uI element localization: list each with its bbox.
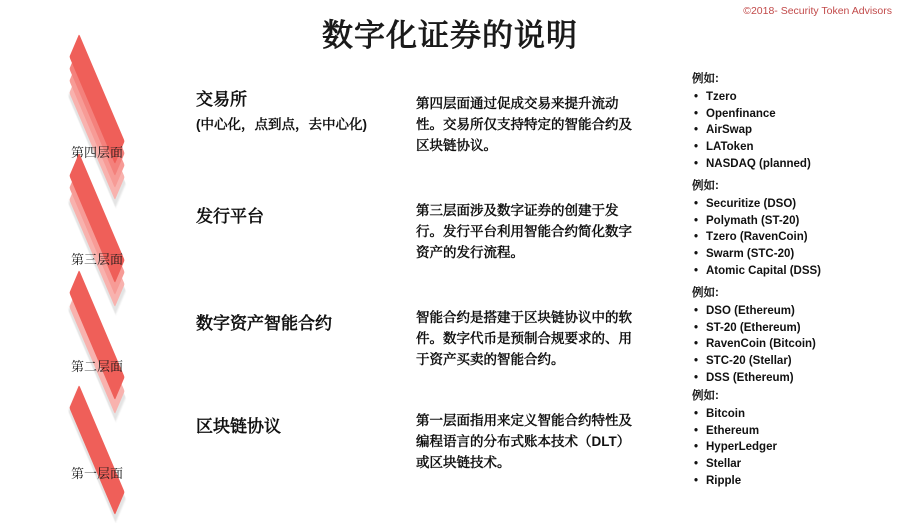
examples-heading: 例如: (692, 287, 719, 299)
list-item: • Openfinance (692, 106, 892, 123)
list-item: • Stellar (692, 456, 892, 473)
list-item: • DSS (Ethereum) (692, 370, 892, 387)
layer-title (196, 415, 411, 442)
examples-block (692, 387, 892, 489)
examples-heading: 例如: (692, 73, 719, 85)
layer-subtitle: (中心化，点到点，去中心化) (196, 116, 367, 132)
list-item: • HyperLedger (692, 439, 892, 456)
examples-list (692, 406, 892, 489)
layer-title (196, 205, 411, 232)
stack-label: 第四层面 (70, 145, 123, 160)
layer-description: 智能合约是搭建于区块链协议中的软件。数字代币是预制合规要求的、用于资产买卖的智能合约。 (416, 310, 632, 367)
layer-title-text: 交易所 (196, 90, 247, 109)
list-item: • Ripple (692, 473, 892, 490)
list-item: • AirSwap (692, 122, 892, 139)
stack-label: 第二层面 (70, 359, 123, 374)
examples-heading: 例如: (692, 180, 719, 192)
list-item: • Tzero (RavenCoin) (692, 229, 892, 246)
layer-stack-graphic (22, 276, 172, 383)
examples-list (692, 89, 892, 172)
layer-title (196, 88, 411, 134)
list-item: • NASDAQ (planned) (692, 156, 892, 173)
layer-stack-graphic (22, 383, 172, 490)
layer-stack-graphic (22, 169, 172, 276)
list-item: • Securitize (DSO) (692, 196, 892, 213)
page-title: 数字化证券的说明 (322, 18, 578, 53)
layer-title-text: 发行平台 (196, 207, 264, 226)
stack-layer-2 (69, 270, 124, 400)
list-item: • Tzero (692, 89, 892, 106)
layer-description: 第一层面指用来定义智能合约特性及编程语言的分布式账本技术（DLT）或区块链技术。 (416, 413, 632, 470)
layer-title-text: 数字资产智能合约 (196, 314, 332, 333)
examples-heading: 例如: (692, 390, 719, 402)
layer-title-text: 区块链协议 (196, 417, 281, 436)
stack-label: 第三层面 (70, 252, 123, 267)
layer-row (0, 62, 900, 169)
list-item: • Ethereum (692, 423, 892, 440)
list-item: • Bitcoin (692, 406, 892, 423)
layer-description: 第三层面涉及数字证券的创建于发行。发行平台利用智能合约简化数字资产的发行流程。 (416, 203, 632, 260)
layer-stack-graphic (22, 62, 172, 169)
list-item: • DSO (Ethereum) (692, 303, 892, 320)
copyright-notice: ©2018- Security Token Advisors (743, 5, 892, 17)
stack-layers (22, 276, 172, 354)
stack-layers (22, 169, 172, 247)
list-item: • Atomic Capital (DSS) (692, 263, 892, 280)
list-item: • ST-20 (Ethereum) (692, 320, 892, 337)
list-item: • STC-20 (Stellar) (692, 353, 892, 370)
examples-block (692, 177, 892, 279)
layer-row (0, 383, 900, 490)
layer-description: 第四层面通过促成交易来提升流动性。交易所仅支持特定的智能合约及区块链协议。 (416, 96, 632, 153)
layer-row (0, 276, 900, 383)
list-item: • Swarm (STC-20) (692, 246, 892, 263)
list-item: • Polymath (ST-20) (692, 213, 892, 230)
examples-list (692, 303, 892, 386)
stack-label: 第一层面 (70, 466, 123, 481)
stack-layers (22, 383, 172, 461)
layer-title (196, 312, 411, 339)
examples-block (692, 284, 892, 386)
layer-rows (0, 62, 900, 490)
layer-row (0, 169, 900, 276)
stack-layers (22, 62, 172, 140)
examples-list (692, 196, 892, 279)
list-item: • RavenCoin (Bitcoin) (692, 336, 892, 353)
examples-block (692, 70, 892, 172)
stack-layer-1 (69, 385, 124, 515)
list-item: • LAToken (692, 139, 892, 156)
